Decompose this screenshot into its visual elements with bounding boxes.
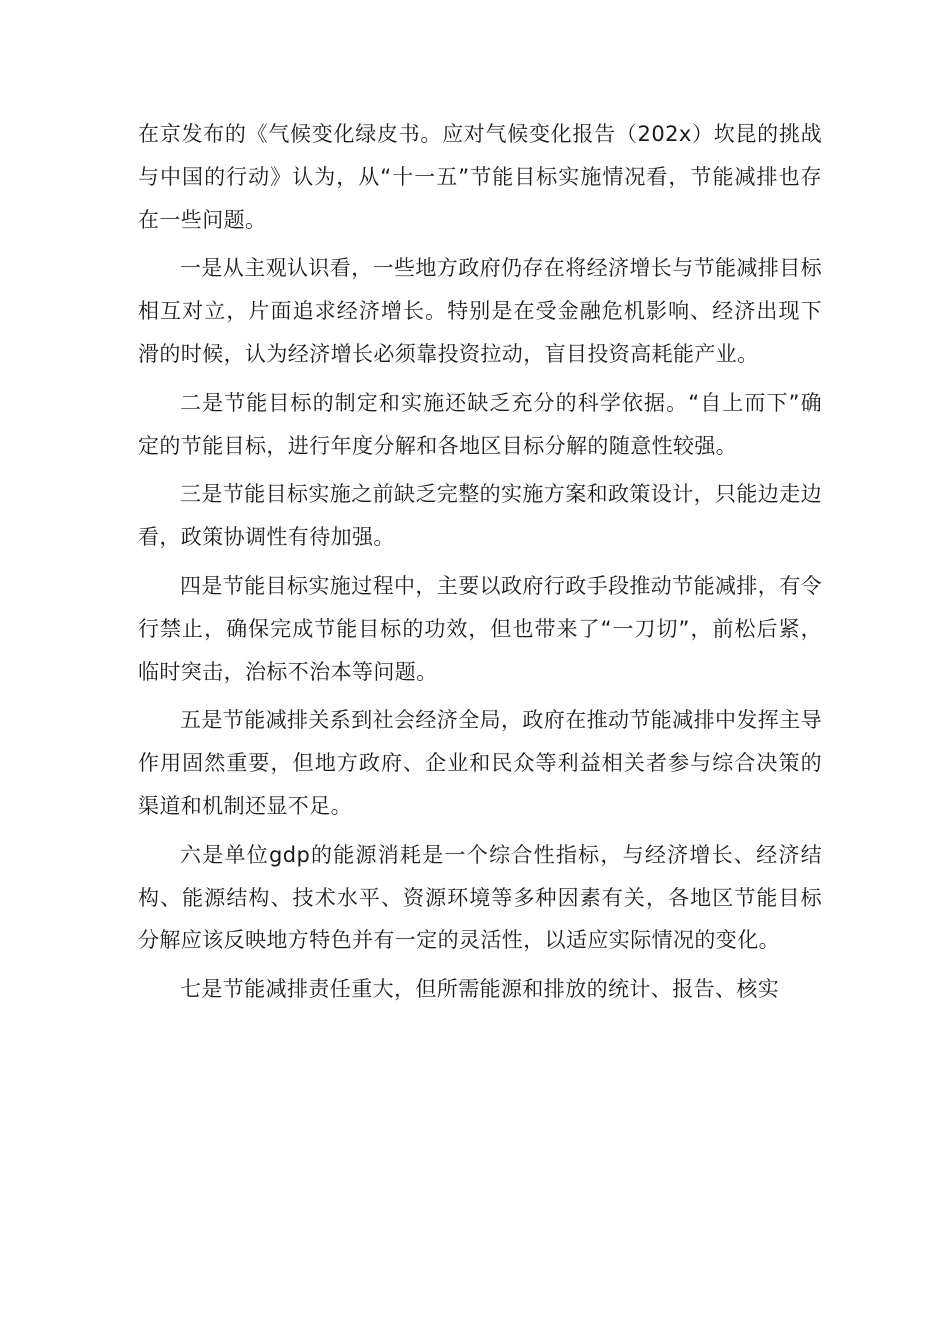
paragraph-4: 三是节能目标实施之前缺乏完整的实施方案和政策设计，只能边走边看，政策协调性有待加强。 xyxy=(138,482,822,550)
paragraph-5: 四是节能目标实施过程中，主要以政府行政手段推动节能减排，有令行禁止，确保完成节能目标的功效，但也带来了“一刀切”，前松后紧，临时突击，治标不治本等问题。 xyxy=(138,573,822,684)
paragraph-7: 六是单位gdp的能源消耗是一个综合性指标，与经济增长、经济结构、能源结构、技术水平、资源环境等多种因素有关，各地区节能目标分解应该反映地方特色并有一定的灵活性，以适应实际情况的变化。 xyxy=(138,842,822,953)
paragraph-8: 七是节能减排责任重大，但所需能源和排放的统计、报告、核实 xyxy=(180,977,780,1002)
paragraph-2: 一是从主观认识看，一些地方政府仍存在将经济增长与节能减排目标相互对立，片面追求经济增长。特别是在受金融危机影响、经济出现下滑的时候，认为经济增长必须靠投资拉动，盲目投资高耗能产业。 xyxy=(138,256,822,366)
paragraph-3: 二是节能目标的制定和实施还缺乏充分的科学依据。“自上而下”确定的节能目标，进行年度分解和各地区目标分解的随意性较强。 xyxy=(138,390,822,458)
paragraph-1: 在京发布的《气候变化绿皮书。应对气候变化报告（202x）坎昆的挑战与中国的行动》认为，从“十一五”节能目标实施情况看，节能减排也存在一些问题。 xyxy=(138,122,822,232)
document-body xyxy=(138,113,822,1017)
paragraph-6: 五是节能减排关系到社会经济全局，政府在推动节能减排中发挥主导作用固然重要，但地方政府、企业和民众等利益相关者参与综合决策的渠道和机制还显不足。 xyxy=(138,708,822,818)
